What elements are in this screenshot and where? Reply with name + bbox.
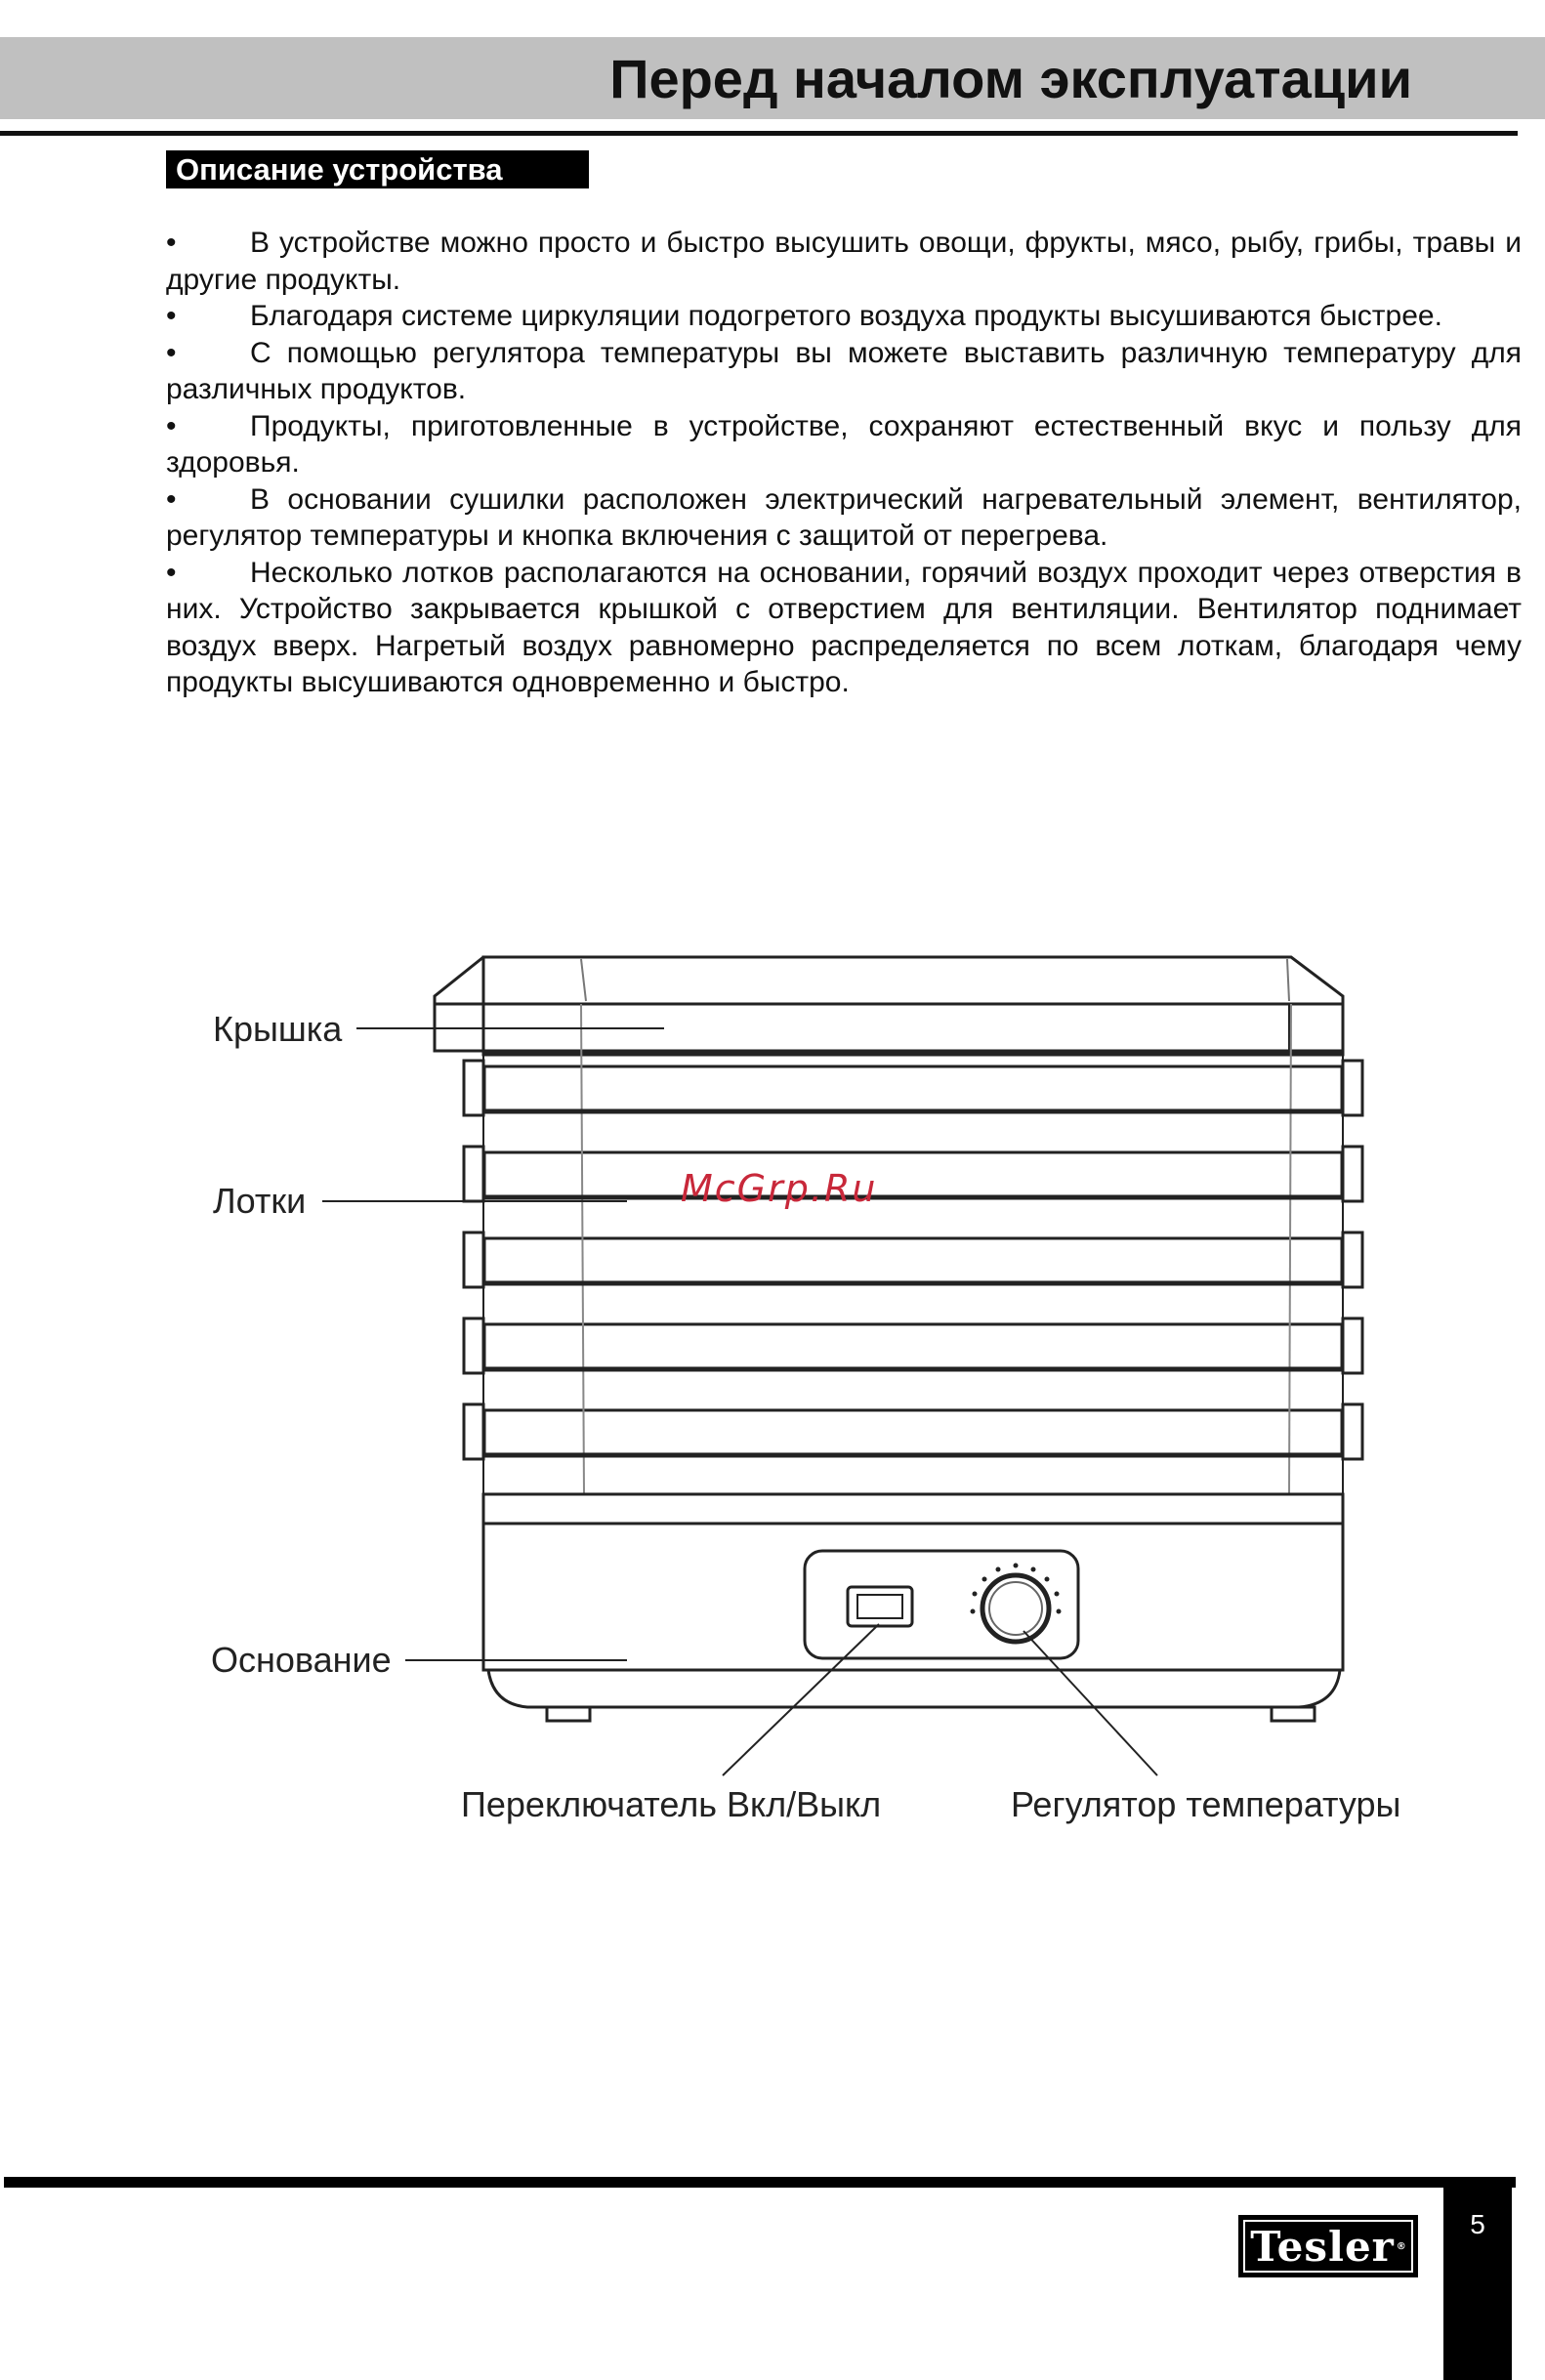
feature-list [166, 225, 1522, 701]
bullet-icon: • [166, 300, 177, 332]
bullet-icon: • [166, 556, 177, 589]
bullet-icon: • [166, 227, 177, 259]
header-divider [0, 131, 1518, 136]
list-item: • В основании сушилки расположен электрический нагревательный элемент, вентилятор, регулятор температуры и кнопка включения с защитой от перегрева. [166, 482, 1522, 552]
section-heading: Описание устройства [166, 150, 589, 188]
dehydrator-outline [435, 957, 1362, 1721]
page-number: 5 [1470, 2209, 1485, 2239]
list-item: • Благодаря системе циркуляции подогретого воздуха продукты высушиваются быстрее. [166, 298, 1522, 335]
list-item: • Несколько лотков располагаются на основании, горячий воздух проходит через отверстия в них. Устройство закрывается крышкой с отверстием для вентиляции. Вентилятор поднимает воздух вверх. Нагретый воздух равномерно распределяется по всем лоткам, благодаря чему продукты высушиваются одновременно и быстро. [166, 556, 1522, 698]
lid-label: Крышка [213, 1009, 343, 1049]
list-item: • В устройстве можно просто и быстро высушить овощи, фрукты, мясо, рыбу, грибы, травы и другие продукты. [166, 227, 1522, 296]
thermostat-label: Регулятор температуры [1011, 1784, 1401, 1824]
brand-logo: Tesler ® [1238, 2215, 1418, 2277]
list-item: • Продукты, приготовленные в устройстве, сохраняют естественный вкус и пользу для здоровья. [166, 409, 1522, 479]
power-switch-label: Переключатель Вкл/Выкл [461, 1784, 882, 1824]
page-title: Перед началом эксплуатации [609, 48, 1412, 109]
list-item: • С помощью регулятора температуры вы можете выставить различную температуру для различных продуктов. [166, 336, 1522, 405]
watermark: McGrp.Ru [681, 1167, 878, 1210]
footer-divider [4, 2177, 1516, 2188]
bullet-icon: • [166, 336, 177, 369]
bullet-icon: • [166, 482, 177, 516]
thermostat-dial-icon [971, 1564, 1062, 1643]
base-label: Основание [211, 1640, 392, 1680]
page-tab [1443, 2177, 1512, 2380]
trays-label: Лотки [213, 1181, 307, 1221]
bullet-icon: • [166, 409, 177, 442]
callout-lines [322, 1028, 1157, 1775]
dehydrator-diagram [195, 947, 1445, 1846]
